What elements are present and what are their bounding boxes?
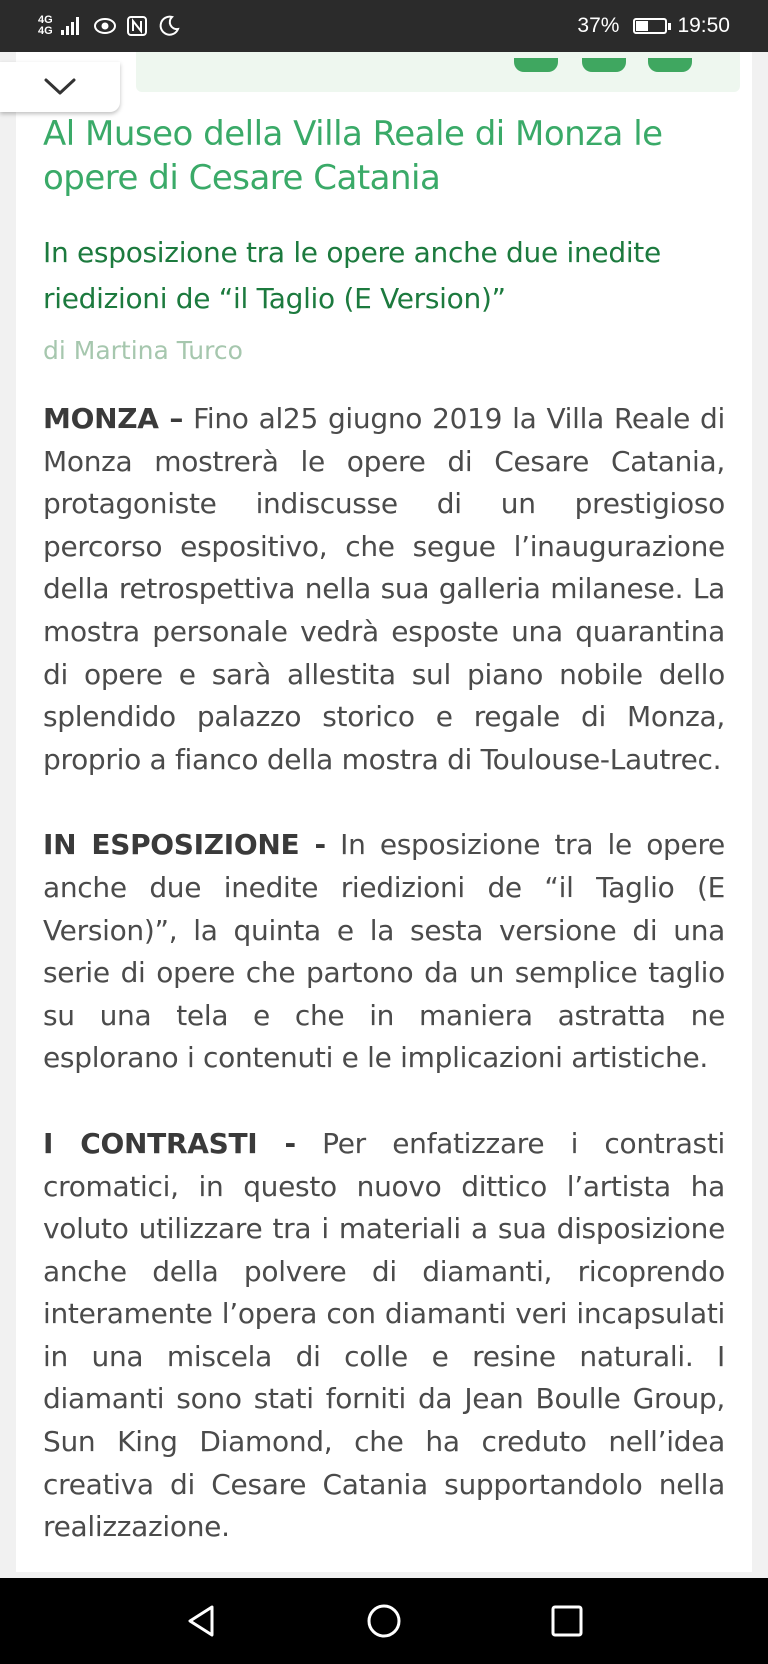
share-button[interactable] — [514, 58, 558, 72]
share-button[interactable] — [582, 58, 626, 72]
clock: 19:50 — [677, 14, 730, 37]
status-bar — [0, 0, 768, 52]
article-title: Al Museo della Villa Reale di Monza le opere di Cesare Catania — [43, 114, 663, 198]
nfc-icon — [125, 14, 149, 38]
home-button[interactable] — [362, 1599, 406, 1643]
network-indicator — [38, 15, 53, 37]
status-right — [577, 14, 730, 38]
paragraph-esposizione — [43, 824, 725, 1080]
paragraph-contrasti — [43, 1123, 725, 1549]
article — [43, 112, 725, 1592]
chevron-down-icon — [43, 76, 77, 98]
paragraph-text: Per enfatizzare i contrasti cromatici, in questo nuovo dittico l’artista ha voluto utilizzare tra i materiali a sua disposizione anche della polvere di diamanti, ricoprendo interamente l’opera con diamanti veri incapsulati in una miscela di colle e resine naturali. I diamanti sono stati forniti da Jean Boulle Group, Sun King Diamond, che ha creduto nell’idea creativa di Cesare Catania supportandolo nella realizzazione. — [43, 1126, 725, 1544]
navigation-bar — [0, 1578, 768, 1664]
article-subtitle: In esposizione tra le opere anche due inedite riedizioni de “il Taglio (E Version)” — [43, 236, 661, 315]
article-byline[interactable]: di Martina Turco — [43, 336, 243, 365]
paragraph-monza — [43, 398, 725, 781]
network-type-secondary: 4G — [38, 25, 53, 37]
paragraph-text: Fino al25 giugno 2019 la Villa Reale di Monza mostrerà le opere di Cesare Catania, protagoniste indiscusse di un prestigioso percorso espositivo, che segue l’inaugurazione della retrospettiva nella sua galleria milanese. La mostra personale vedrà esposte una quarantina di opere e sarà allestita sul piano nobile dello splendido palazzo storico e regale di Monza, proprio a fianco della mostra di Toulouse-Lautrec. — [43, 402, 725, 776]
paragraph-heading: MONZA – — [43, 402, 184, 435]
home-circle-icon — [365, 1602, 403, 1640]
recents-button[interactable] — [545, 1599, 589, 1643]
back-triangle-icon — [184, 1603, 218, 1639]
battery-percent: 37% — [577, 14, 620, 37]
signal-icon — [61, 17, 79, 35]
battery-icon — [633, 18, 667, 34]
network-type: 4G — [38, 14, 53, 26]
paragraph-heading: I CONTRASTI - — [43, 1126, 296, 1160]
share-button[interactable] — [648, 58, 692, 72]
moon-icon — [157, 14, 181, 38]
paragraph-text: In esposizione tra le opere anche due inedite riedizioni de “il Taglio (E Version)”, la quinta e la sesta versione di una serie di opere che partono da un semplice taglio su una tela e che in maniera astratta ne esplorano i contenuti e le implicazioni artistiche. — [43, 828, 725, 1075]
collapse-button[interactable] — [0, 62, 120, 112]
article-body — [43, 398, 725, 1549]
share-toolbar — [136, 52, 740, 92]
recents-square-icon — [550, 1604, 584, 1638]
eye-comfort-icon — [93, 14, 117, 38]
paragraph-heading: IN ESPOSIZIONE - — [43, 828, 326, 862]
back-button[interactable] — [179, 1599, 223, 1643]
status-left — [38, 14, 181, 38]
